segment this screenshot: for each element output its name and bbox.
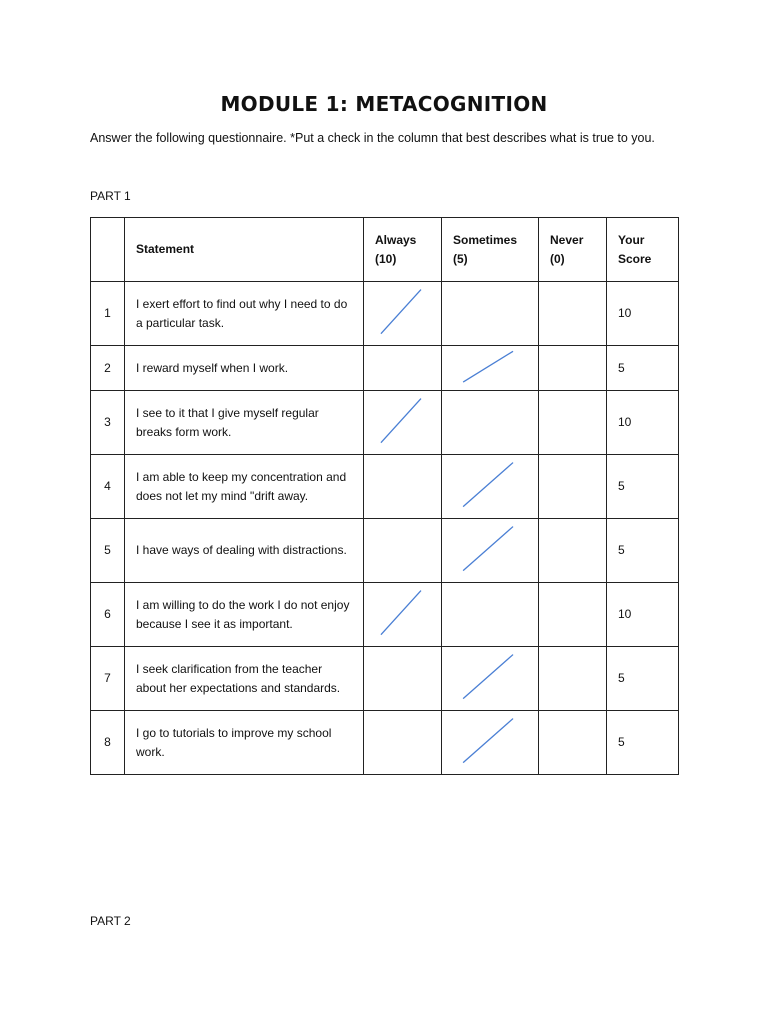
- check-mark-icon: [364, 391, 441, 454]
- table-row: [91, 346, 679, 391]
- check-mark-stroke: [463, 463, 513, 507]
- check-mark-icon: [442, 346, 538, 390]
- row-number: 6: [91, 583, 125, 647]
- cell-always[interactable]: [364, 282, 442, 346]
- check-mark-icon: [364, 282, 441, 345]
- row-statement: I exert effort to find out why I need to do a particular task.: [125, 282, 364, 346]
- cell-always[interactable]: [364, 647, 442, 711]
- part2-label: PART 2: [90, 914, 131, 928]
- cell-never[interactable]: [539, 282, 607, 346]
- cell-never[interactable]: [539, 519, 607, 583]
- cell-never[interactable]: [539, 647, 607, 711]
- row-score: 5: [607, 711, 679, 775]
- header-score: Your Score: [607, 218, 679, 282]
- table-row: [91, 647, 679, 711]
- check-mark-icon: [364, 583, 441, 646]
- cell-sometimes[interactable]: [442, 647, 539, 711]
- header-never: Never (0): [539, 218, 607, 282]
- table-row: [91, 583, 679, 647]
- check-mark-stroke: [463, 527, 513, 571]
- check-mark-stroke: [381, 399, 421, 443]
- table-row: [91, 519, 679, 583]
- instructions-text: Answer the following questionnaire. *Put a check in the column that best describes what is true to you.: [90, 131, 655, 145]
- cell-never[interactable]: [539, 455, 607, 519]
- cell-sometimes[interactable]: [442, 346, 539, 391]
- row-score: 10: [607, 391, 679, 455]
- cell-always[interactable]: [364, 391, 442, 455]
- check-mark-icon: [442, 647, 538, 710]
- check-mark-icon: [442, 711, 538, 774]
- check-mark-icon: [442, 519, 538, 582]
- header-statement: Statement: [125, 218, 364, 282]
- row-number: 3: [91, 391, 125, 455]
- row-number: 2: [91, 346, 125, 391]
- cell-sometimes[interactable]: [442, 282, 539, 346]
- row-score: 5: [607, 455, 679, 519]
- table-row: [91, 391, 679, 455]
- row-statement: I have ways of dealing with distractions.: [125, 519, 364, 583]
- row-score: 5: [607, 346, 679, 391]
- header-number: [91, 218, 125, 282]
- row-statement: I am able to keep my concentration and does not let my mind "drift away.: [125, 455, 364, 519]
- check-mark-stroke: [463, 655, 513, 699]
- table-row: [91, 455, 679, 519]
- questionnaire-table: [90, 217, 679, 775]
- row-score: 10: [607, 583, 679, 647]
- table-header-row: [91, 218, 679, 282]
- row-statement: I seek clarification from the teacher about her expectations and standards.: [125, 647, 364, 711]
- cell-sometimes[interactable]: [442, 455, 539, 519]
- header-always: Always (10): [364, 218, 442, 282]
- cell-always[interactable]: [364, 346, 442, 391]
- check-mark-stroke: [381, 290, 421, 334]
- check-mark-stroke: [463, 719, 513, 763]
- cell-never[interactable]: [539, 346, 607, 391]
- check-mark-icon: [442, 455, 538, 518]
- cell-always[interactable]: [364, 455, 442, 519]
- table-row: [91, 282, 679, 346]
- row-statement: I go to tutorials to improve my school work.: [125, 711, 364, 775]
- check-mark-stroke: [381, 591, 421, 635]
- cell-sometimes[interactable]: [442, 519, 539, 583]
- row-statement: I am willing to do the work I do not enjoy because I see it as important.: [125, 583, 364, 647]
- cell-never[interactable]: [539, 583, 607, 647]
- row-score: 5: [607, 519, 679, 583]
- row-statement: I see to it that I give myself regular breaks form work.: [125, 391, 364, 455]
- row-number: 5: [91, 519, 125, 583]
- row-statement: I reward myself when I work.: [125, 346, 364, 391]
- row-number: 8: [91, 711, 125, 775]
- cell-always[interactable]: [364, 519, 442, 583]
- cell-always[interactable]: [364, 711, 442, 775]
- row-score: 10: [607, 282, 679, 346]
- cell-sometimes[interactable]: [442, 711, 539, 775]
- row-number: 1: [91, 282, 125, 346]
- row-number: 4: [91, 455, 125, 519]
- cell-never[interactable]: [539, 391, 607, 455]
- cell-never[interactable]: [539, 711, 607, 775]
- cell-always[interactable]: [364, 583, 442, 647]
- document-title: MODULE 1: METACOGNITION: [220, 92, 548, 116]
- part1-label: PART 1: [90, 189, 131, 203]
- cell-sometimes[interactable]: [442, 583, 539, 647]
- check-mark-stroke: [463, 351, 513, 382]
- row-score: 5: [607, 647, 679, 711]
- row-number: 7: [91, 647, 125, 711]
- header-sometimes: Sometimes (5): [442, 218, 539, 282]
- cell-sometimes[interactable]: [442, 391, 539, 455]
- table-row: [91, 711, 679, 775]
